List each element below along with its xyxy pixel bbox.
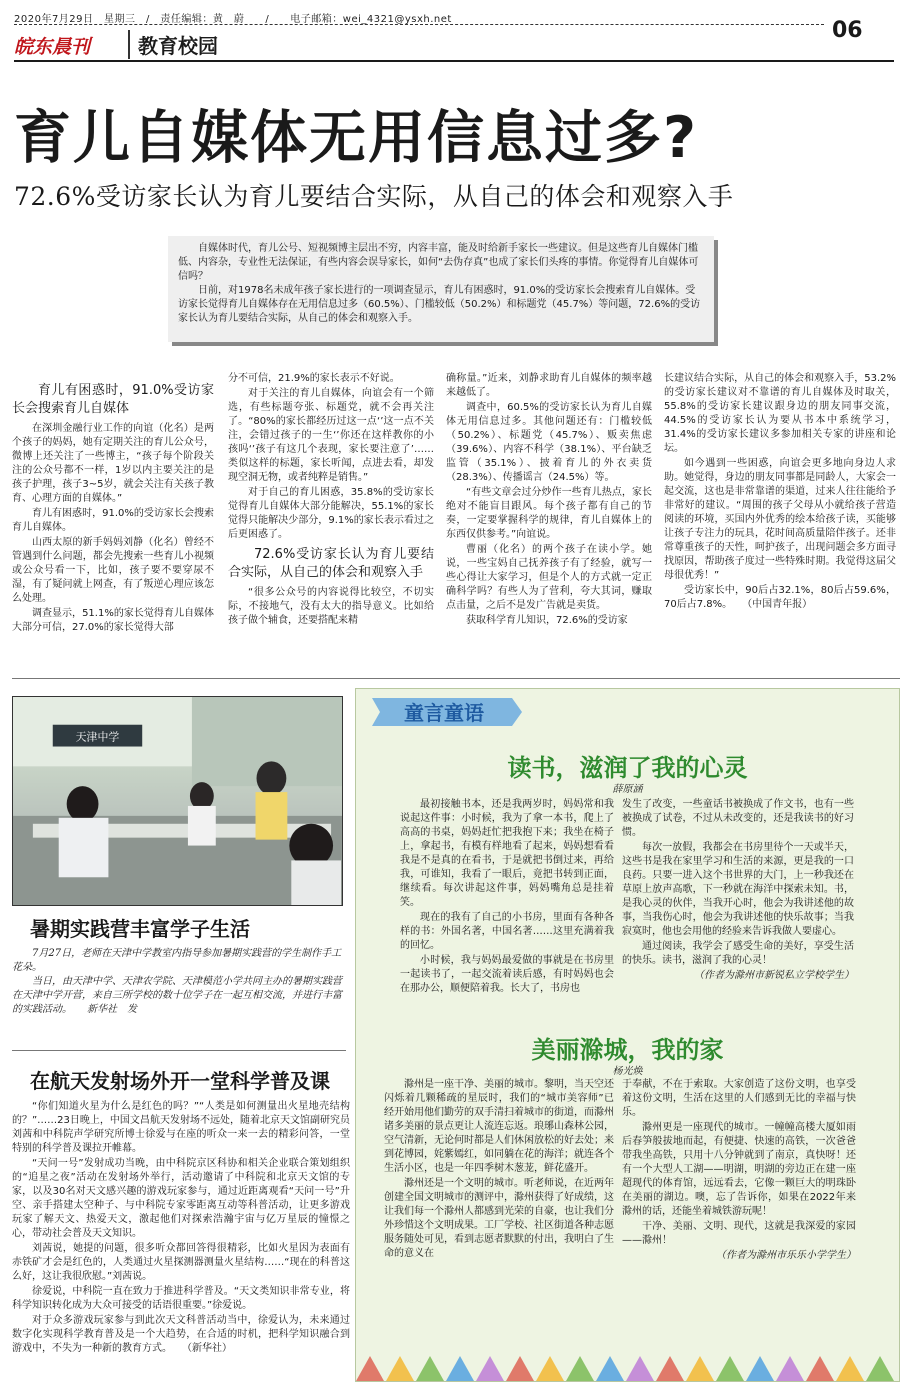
science-article-body	[12, 1100, 350, 1376]
essay1-column-right	[622, 798, 854, 1012]
article-column-1	[12, 378, 214, 668]
body-paragraph: 确称量。”近来，刘静求助育儿自媒体的频率越来越低了。	[446, 373, 652, 398]
body-paragraph: “天问一号”发射成功当晚，由中科院京区科协和相关企业联合策划组织的“追星之夜”活动在发射场外举行，活动邀请了中科院和北京天文馆的专家，以及30名对天文感兴趣的游戏玩家参与，通过近距离观看“天问一号”升空、亲手搭建太空种子、与中科院专家零距离互动等科普活动，让更多游戏玩家了解天文、热爱天文，激起他们对探索浩瀚宇宙与亿万星辰的憧憬之心，带动社会普及天文知识。	[12, 1158, 350, 1239]
newspaper-logo: 皖东晨刊	[14, 36, 91, 58]
essay1-signature: （作者为滁州市新锐私立学校学生）	[694, 970, 854, 981]
body-paragraph: 于奉献，不在于索取。大家创造了这份文明，也享受着这份文明，生活在这里的人们感到无比的幸福与快乐。	[622, 1079, 856, 1118]
essay2-signature: （作者为滁州市乐乐小学学生）	[716, 1250, 856, 1261]
body-paragraph: 如今遇到一些困惑，向谊会更多地向身边人求助。她觉得，身边的朋友同事都是同龄人，大家会一起交流，这也是非常靠谱的渠道，过来人往往能给予非常好的建议。“周围的孩子父母从小就给孩子营造阅读的环境，买国内外优秀的绘本给孩子读，买能够让孩子专注力的玩具，花时间高质量陪伴孩子。还非常尊重孩子的天性，呵护孩子，出现问题会多方面寻找原因，帮助孩子度过一些特殊时期。我觉得这届父母很优秀！”	[664, 458, 896, 581]
column-subheading: 育儿有困惑时，91.0%受访家长会搜索育儿自媒体	[12, 383, 214, 416]
article-column-4	[664, 372, 896, 668]
caption-paragraph: 当日，由天津中学、天津农学院、天津模范小学共同主办的暑期实践营在天津中学开营，来自三所学校的数十位学子在一起互相交流，并进行丰富的实践活动。 新华社 发	[12, 976, 342, 1015]
essay2-author: 杨光焕	[612, 1066, 643, 1077]
body-paragraph: 分不可信，21.9%的家长表示不好说。	[228, 373, 400, 384]
essay2-column-right	[622, 1078, 856, 1346]
lead-paragraph: 日前，对1978名未成年孩子家长进行的一项调查显示，育儿有困惑时，91.0%的受访家长会搜索育儿自媒体。受访家长觉得育儿自媒体存在无用信息过多（60.5%）、门槛较低（50.2%）和标题党（45.7%）等问题，72.6%的受访家长认为育儿要结合实际，从自己的体会和观察入手。	[178, 285, 701, 324]
body-paragraph: “你们知道火星为什么是红色的吗？”“人类是如何测量出火星地壳结构的？”……23日晚上，中国文昌航天发射场不远处，随着北京天文馆副研究员刘茜和中科院声学研究所博士徐爱与在座的听众一来一去的精彩问答，一堂特别的科学普及课拉开帷幕。	[12, 1101, 350, 1154]
body-paragraph: 干净、美丽、文明、现代，这就是我深爱的家园——滁州！	[622, 1221, 856, 1246]
essay1-column-left	[400, 798, 614, 1012]
article-column-2	[228, 372, 434, 668]
main-headline: 育儿自媒体无用信息过多?	[14, 105, 699, 171]
body-paragraph: 现在的我有了自己的小书房，里面有各种各样的书：外国名著，中国名著……这里充满着我的回忆。	[400, 912, 614, 951]
body-paragraph: 滁州还是一个文明的城市。听老师说，在近两年创建全国文明城市的测评中，滁州获得了好成绩，这让我们每一个滁州人都感到光荣的自豪，也让我们分外珍惜这个文明成果。工厂学校、社区街道各种志愿服务随处可见，看到志愿者默默的付出，我明白了生命的意义在	[384, 1178, 614, 1259]
classroom-photo-illustration	[13, 697, 342, 905]
body-paragraph: 滁州是一座干净、美丽的城市。黎明，当天空还闪烁着几颗稀疏的星辰时，我们的“城市美容师”已经开始用他们勤劳的双手清扫着城市的街道，而滁州诸多美丽的景点更让人流连忘返。琅琊山森林公园，空气清新，无论何时都是人们休闲放松的好去处；来到花博园，姹紫嫣红，如同躺在花的海洋；就连各个生活小区，也是一年四季树木葱茏，鲜花盛开。	[384, 1079, 614, 1174]
header-rule	[14, 60, 894, 62]
body-paragraph: 调查中，60.5%的受访家长认为育儿自媒体无用信息过多。其他问题还有：门槛较低（50.2%）、标题党（45.7%）、贩卖焦虑（39.6%）、内容不科学（38.1%）、平台缺乏监管（35.1%）、披着育儿的外衣卖货（28.3%）、传播谣言（24.5%）等。	[446, 402, 652, 483]
body-paragraph: 山西太原的新手妈妈刘静（化名）曾经不管遇到什么问题，都会先搜索一些育儿小视频或公众号看一下，比如，孩子要不要穿尿不湿，有了疑问就上网查，有了叛逆心理应该怎么处理。	[12, 537, 214, 604]
header-rule-dashed	[14, 24, 824, 25]
body-paragraph: 发生了改变，一些童话书被换成了作文书，也有一些被换成了试卷，不过从未改变的，还是我读书的好习惯。	[622, 799, 854, 838]
column-subheading: 72.6%受访家长认为育儿要结合实际，从自己的体会和观察入手	[228, 547, 434, 580]
pencil-border-decoration	[356, 1352, 899, 1381]
page-number: 06	[832, 18, 863, 43]
body-paragraph: 长建议结合实际，从自己的体会和观察入手，53.2%的受访家长建议对不靠谱的育儿自媒体及时取关，55.8%的受访家长建议跟身边的朋友同事交流，44.5%的受访家长认为要从书本中系统学习，31.4%的受访家长建议多参加相关专家的讲座和论坛。	[664, 373, 896, 454]
body-paragraph: 受访家长中，90后占32.1%，80后占59.6%，70后占7.8%。 （中国青年报）	[664, 585, 896, 610]
essay1-title: 读书，滋润了我的心灵	[507, 754, 748, 782]
body-paragraph: 滁州更是一座现代的城市。一幢幢高楼大厦如雨后春笋般拔地而起，有便捷、快速的高铁，一次爸爸带我坐高铁，只用十八分钟就到了南京，真快呀！还有一个大型人工湖——明湖，明湖的旁边正在建一座超现代的体育馆，远远看去，它像一颗巨大的明珠卧在美丽的湖边。噢，忘了告诉你，如果在2022年来滁州的话，还能坐着城铁游玩呢！	[622, 1122, 856, 1217]
body-paragraph: 曹丽（化名）的两个孩子在读小学。她说，一些宝妈自己抚养孩子有了经验，就写一些心得让大家学习，但是个人的方式就一定正确科学吗？有些人为了营利，夸大其词，赚取点击量，之后不是发广告就是卖货。	[446, 544, 652, 611]
essay2-column-left	[384, 1078, 614, 1346]
body-paragraph: 对于众多游戏玩家参与到此次天文科普活动当中，徐爱认为，未来通过数字化实现科学教育普及是一个大趋势，在合适的时机，把科学知识融合到游戏中，不失为一种新的教育方式。 （新华社）	[12, 1315, 350, 1354]
body-paragraph: 对于关注的育儿自媒体，向谊会有一个筛选，有些标题夸张、标题党，就不会再关注了。“80%的家长都经历过这一点‘’这一点不关注，会错过孩子的一生‘’你还在这样教你的小孩吗‘’孩子有这几个表现，家长要注意了’……类似这样的标题，家长听闻，点进去看，却发现空洞无物，或者纯粹是销售。”	[228, 388, 434, 483]
main-subheadline: 72.6%受访家长认为育儿要结合实际，从自己的体会和观察入手	[14, 182, 734, 211]
section-divider	[12, 678, 900, 679]
section-title: 教育校园	[128, 30, 218, 59]
science-article-title: 在航天发射场外开一堂科学普及课	[30, 1069, 330, 1093]
body-paragraph: 通过阅读，我学会了感受生命的美好，享受生活的快乐。读书，滋润了我的心灵！	[622, 941, 854, 966]
body-paragraph: 在深圳金融行业工作的向谊（化名）是两个孩子的妈妈，她有定期关注的育儿公众号，微博上还关注了一些博主，“孩子每个阶段关注的公众号都不一样，1岁以内主要关注的是孩子护理，孩子3~5岁，就会关注有关孩子教育、心理方面的自媒体。”	[12, 423, 214, 504]
ribbon-banner	[372, 690, 522, 728]
header-date-line: 2020年7月29日 星期三 / 责任编辑：黄 蔚 / 电子邮箱：wei_4321@ysxh.net	[14, 14, 452, 25]
body-paragraph: “有些文章会过分炒作一些育儿热点，家长绝对不能盲目跟风。每个孩子都有自己的节奏，一定要掌握科学的规律，育儿自媒体上的东西仅供参考。”向谊说。	[446, 487, 652, 540]
body-paragraph: 小时候，我与妈妈最爱做的事就是在书房里一起读书了，一起交流着读后感，有时妈妈也会在那办公，顺便陪着我。长大了，书房也	[400, 955, 614, 994]
body-paragraph: 获取科学育儿知识，72.6%的受访家	[466, 615, 628, 626]
essay1-author: 薛原涵	[612, 784, 643, 795]
classroom-banner: 天津中学	[75, 730, 120, 744]
photo-caption	[12, 947, 343, 1017]
body-paragraph: 每次一放假，我都会在书房里待个一天或半天，这些书是我在家里学习和生活的来源，更是我的一口良药。只要一进入这个书世界的大门，上一秒我还在草原上放声高歌，下一秒就在海洋中探索未知。书，是我心灵的伙伴，当我开心时，他会为我讲述他的故事，当我伤心时，他会为我讲述他的快乐故事；当我寂寞时，他也会用他的经验来告诉我做人要虚心。	[622, 842, 854, 937]
lead-box	[168, 236, 714, 342]
photo-article-title: 暑期实践营丰富学子生活	[30, 917, 250, 941]
body-paragraph: 对于自己的育儿困惑，35.8%的受访家长觉得育儿自媒体大部分能解决，55.1%的家长觉得只能解决少部分，9.1%的家长表示看过之后更困惑了。	[228, 487, 434, 540]
article-divider	[12, 1050, 346, 1051]
body-paragraph: 刘茜说，她提的问题，很多听众都回答得很精彩，比如火星因为表面有赤铁矿才会是红色的，人类通过火星探测器测量火星结构……“现在的科普这么好，这让我很欣慰。”刘茜说。	[12, 1243, 350, 1282]
news-photo	[12, 696, 343, 906]
body-paragraph: 调查显示，51.1%的家长觉得育儿自媒体大部分可信，27.0%的家长觉得大部	[12, 608, 214, 633]
article-column-3	[446, 372, 652, 668]
body-paragraph: 徐爱说，中科院一直在致力于推进科学普及。“天文类知识非常专业，将科学知识转化成为大众可接受的话语很重要。”徐爱说。	[12, 1286, 350, 1311]
ribbon-label: 童言童语	[404, 701, 484, 725]
caption-paragraph: 7月27日，老师在天津中学教室内指导参加暑期实践营的学生制作手工花朵。	[12, 948, 342, 973]
body-paragraph: “很多公众号的内容说得比较空，不切实际，不接地气，没有太大的指导意义。比如给孩子做个辅食，还要搭配来精	[228, 587, 434, 626]
lead-paragraph: 自媒体时代，育儿公号、短视频博主层出不穷，内容丰富，能及时给新手家长一些建议。但是这些育儿自媒体门槛低、内容杂，专业性无法保证，有些内容会误导家长，如何“去伪存真”也成了家长们头疼的事情。你觉得育儿自媒体可信吗？	[178, 243, 699, 282]
body-paragraph: 育儿有困惑时，91.0%的受访家长会搜索育儿自媒体。	[12, 508, 214, 533]
essay2-title: 美丽滁城，我的家	[531, 1036, 724, 1064]
body-paragraph: 最初接触书本，还是我两岁时，妈妈常和我说起这件事：小时候，我为了拿一本书，爬上了高高的书桌，妈妈赶忙把我抱下来；我坐在椅子上，拿起书，有模有样地看了起来，妈妈想看看我是不是真的在看书，于是就把书倒过来，再给我，可谁知，我看了一眼后，竟把书转到正面，继续看。每次讲起这件事，妈妈嘴角总是挂着笑。	[400, 799, 614, 908]
